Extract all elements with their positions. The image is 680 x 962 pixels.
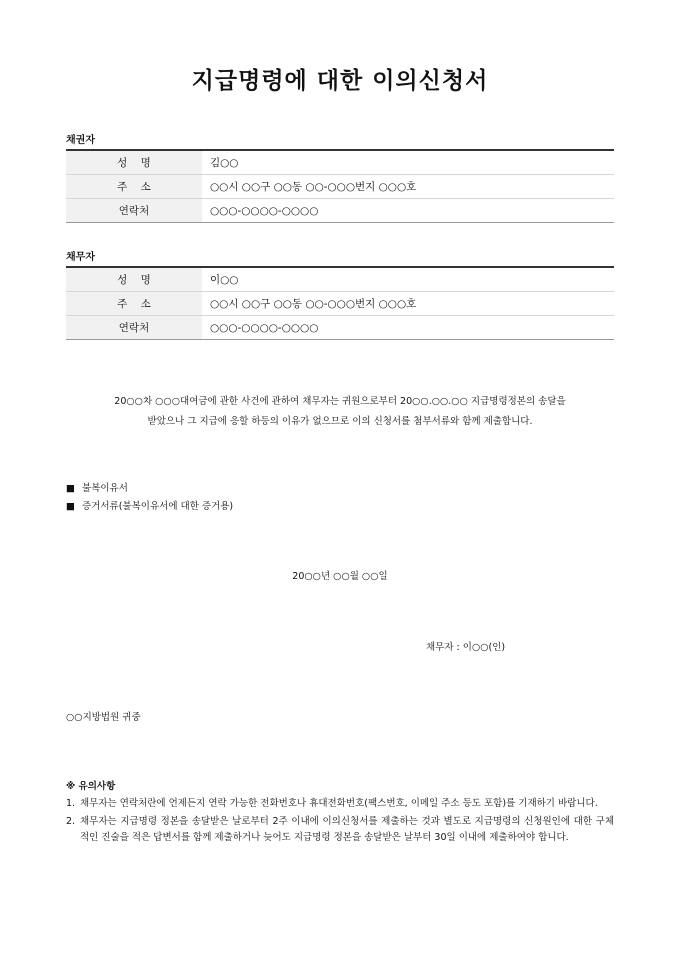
creditor-contact-label: 연락처 [66,199,202,223]
bullet-square-icon: ■ [66,483,75,494]
attachment-label: 증거서류(불복이유서에 대한 증거용) [82,501,234,512]
bullet-square-icon: ■ [66,501,75,512]
note-number: 1. [66,798,76,809]
attachment-item [66,480,233,498]
debtor-contact-value: ○○○-○○○○-○○○○ [210,321,319,334]
creditor-section [66,133,614,223]
debtor-table [66,266,614,340]
creditor-name-value: 김○○ [202,150,614,175]
body-line-2: 받았으나 그 지급에 응할 하등의 이유가 없으므로 이의 신청서를 첨부서류와 함께 제출합니다. [147,416,533,427]
debtor-address-value: ○○시 ○○구 ○○동 ○○-○○○번지 ○○○호 [202,292,614,316]
debtor-name-label: 성 명 [66,267,202,292]
debtor-contact-label: 연락처 [66,316,202,340]
creditor-address-row [66,175,614,199]
note-item [66,796,614,812]
creditor-table [66,149,614,223]
debtor-address-row [66,292,614,316]
creditor-address-value: ○○시 ○○구 ○○동 ○○-○○○번지 ○○○호 [202,175,614,199]
signer-line: 채무자 : 이○○(인) [426,642,506,653]
notes-section [66,778,614,848]
debtor-contact-row [66,316,614,340]
attachment-item [66,498,233,516]
creditor-contact-row [66,199,614,223]
attachments-list [66,480,233,516]
notes-title: ※ 유의사항 [66,781,116,792]
note-text: 채무자는 연락처란에 언제든지 연락 가능한 전화번호나 휴대전화번호(팩스번호, 이메일 주소 등도 포함)를 기재하기 바랍니다. [80,798,598,809]
document-title: 지급명령에 대한 이의신청서 [191,68,489,94]
creditor-address-label: 주 소 [66,175,202,199]
debtor-name-row [66,267,614,292]
court-addressee: ○○지방법원 귀중 [66,712,141,723]
creditor-heading: 채권자 [66,135,95,146]
attachment-label: 불복이유서 [82,483,128,494]
debtor-name-value: 이○○ [202,267,614,292]
body-line-1: 20○○차 ○○○대여금에 관한 사건에 관하여 채무자는 귀원으로부터 20○○.○○.○○ 지급명령정본의 송달을 [114,396,566,407]
filing-date: 20○○년 ○○월 ○○일 [292,571,388,582]
debtor-section [66,250,614,340]
debtor-address-label: 주 소 [66,292,202,316]
note-number: 2. [66,816,76,827]
creditor-name-row [66,150,614,175]
creditor-name-label: 성 명 [66,150,202,175]
body-paragraph [70,392,610,432]
note-text: 채무자는 지급명령 정본을 송달받은 날로부터 2주 이내에 이의신청서를 제출하는 것과 별도로 지급명령의 신청원인에 대한 구체적인 진술을 적은 답변서를 함께 제출하거나 늦어도 지급명령 정본을 송달받은 날부터 30일 이내에 제출하여야 합니다. [80,816,614,843]
creditor-contact-value: ○○○-○○○○-○○○○ [210,204,319,217]
note-item [66,814,614,846]
debtor-heading: 채무자 [66,252,95,263]
